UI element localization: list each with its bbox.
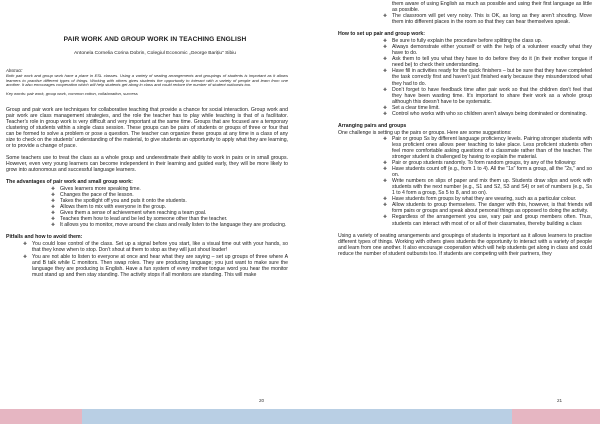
list-item: ❖ Have fill in activities ready for the quick finishers – but be sure that they have completed the task correctly first and haven’t just finished early because they misunderstood what they had to do. [392,68,592,86]
list-item: ❖ Pair or group Ss by different language proficiency levels. Pairing stronger students with less proficient ones allows peer teaching to take place. Less proficient students often feel more comfortable asking questions of a classmate rather than of the teacher. The stronger student is challenged by having to explain the material. [392,136,592,160]
list-item: ❖ Teaches them how to lead and be led by someone other than the teacher. [60,216,288,222]
pitfalls-list [6,241,288,277]
footer-band-pink-right [512,409,600,424]
arranging-list [338,136,592,227]
list-item: ❖ Set a clear time limit. [392,105,592,111]
body-paragraph: Some teachers use to treat the class as a whole group and underestimate their ability to work in pairs or in small groups. However, even very young learners can become independent in their learning and guided early, they will be more likely to grow into autonomous and successful language learners. [6,154,288,174]
page-number-right: 21 [557,398,563,403]
body-paragraph: Group and pair work are techniques for collaborative teaching that provide a chance for social interaction. Group work and pair work are class management strategies, and the role the teacher has to play while teaching is that of a facilitator. Teacher’s role in group work is very difficult and very important at the same time. Groups that are focused are a temporary clustering of students within a single class session. These groups can be pairs of students or groups of three or four that can be formed to solve a problem or pose a question. The teacher can organize these groups at any time in a class of any size to check on the students’ understanding of the material, to give students an opportunity to apply what they are learning, or to provide a change of pace. [6,106,288,149]
continued-list [338,1,592,25]
list-item: ❖ Allows them to mix with everyone in the group. [60,204,288,210]
list-item: ❖ Regardless of the arrangement you use, vary pair and group members often. Thus, students can interact with most of or all of their classmates, thereby building a class [392,214,592,226]
arranging-intro: One challenge is setting up the pairs or groups. Here are some suggestions: [338,129,512,136]
footer-band-blue-left [82,409,300,424]
list-item: ❖ You are not able to listen to everyone at once and hear what they are saying – set up groups of three where A and B talk while C monitors. Then swap roles. They are producing language; you just want to make sure the language they are producing is English. Have a fun system of every mother tongue word you hear the monitor must stand up and then stay standing. The activity stops if all monitors are standing. This will make [32,254,288,278]
list-item: ❖ Control who works with who so children aren’t always being dominated or dominating. [392,111,592,117]
list-item: ❖ Gives learners more speaking time. [60,186,288,192]
pitfalls-heading: Pitfalls and how to avoid them: [6,234,83,241]
article-title: PAIR WORK AND GROUP WORK IN TEACHING ENGLISH [63,36,247,43]
list-item: ❖ It allows you to monitor, move around the class and really listen to the language they are producing. [60,222,288,228]
setup-heading: How to set up pair and group work: [338,31,426,38]
page-number-left: 20 [259,398,265,403]
list-item: ❖ Gives them a sense of achievement when reaching a team goal. [60,210,288,216]
abstract-text: Both pair work and group work have a place in ESL classes. Using a variety of seating arrangements and groupings of students is important as it allows learners to practise different types of things. Working with others gives students the opportunity to interact with a variety of people and learn from one another. It also encourages cooperation which will help students get along in class and could reduce the number of student outbursts too. [6,73,288,88]
list-item: ❖ Changes the pace of the lesson. [60,192,288,198]
list-item: ❖ The classroom will get very noisy. This is OK, as long as they aren’t shouting. Move them into different places in the room so that they can hear themselves speak. [392,13,592,25]
setup-list [338,38,592,117]
advantages-heading: The advantages of pair work and small group work: [6,179,133,186]
list-item: ❖ Don’t forget to have feedback time after pair work so that the children don’t feel that they have been wasting time. It’s important to share their work as a whole group although this doesn’t have to be systematic. [392,87,592,105]
article-authors: Antonela Cornelia Corina Dobrin, Colegiul Economic „George Barițiu” Sibiu [73,51,236,56]
list-item: ❖ Have students count off (e.g., from 1 to 4). All the “1s” form a group, all the “2s,” and so on. [392,166,592,178]
list-item: ❖ Takes the spotlight off you and puts it onto the students. [60,198,288,204]
list-item: ❖ Allow students to group themselves. The danger with this, however, is that friends will form pairs or groups and speak about personal things as opposed to doing the activity. [392,202,592,214]
right-page [300,0,600,424]
abstract-heading: Abstract: [6,68,23,73]
advantages-list [6,186,288,228]
list-item: ❖ Be sure to fully explain the procedure before splitting the class up. [392,38,592,44]
keywords: Key words: pair work, group work, common cotton, collaboration, success [6,90,138,96]
closing-paragraph: Using a variety of seating arrangements and groupings of students is important as it allows learners to practise different types of things. Working with others gives students the opportunity to interact with a variety of people and learn from one another. It also encourage cooperation which will help students get along in class and could reduce the number of student outbursts too. If students are competing with their partners, they [338,232,592,257]
list-item: ❖ You could lose control of the class. Set up a signal before you start, like a visual time out with your hands, so that they know when to stop. Don’t shout at them to stop as they will just shout louder! [32,241,288,253]
list-item: ❖ Write numbers on slips of paper and mix them up. Students draw slips and work with students with the next number (e.g., S1 and S2, S3 and S4) or set of numbers (e.g., Ss 1 to 4 form a group, Ss 5 to 8, and so on). [392,178,592,196]
list-item: ❖ Always demonstrate either yourself or with the help of a volunteer exactly what they have to do. [392,44,592,56]
list-item: ❖ Ask them to tell you what they have to do before they do it (in their mother tongue if need be) to check their understanding. [392,56,592,68]
footer-band-blue-right [300,409,512,424]
list-item: ❖ Have students form groups by what they are wearing, such as a particular colour. [392,196,592,202]
list-item-continued: them aware of using English as much as possible and using their first language as little as possible. [392,1,592,14]
footer-band-pink-left [0,409,82,424]
arranging-heading: Arranging pairs and groups [338,122,407,129]
list-item: ❖ Pair or group students randomly. To form random groups, try any of the following: [392,160,592,166]
